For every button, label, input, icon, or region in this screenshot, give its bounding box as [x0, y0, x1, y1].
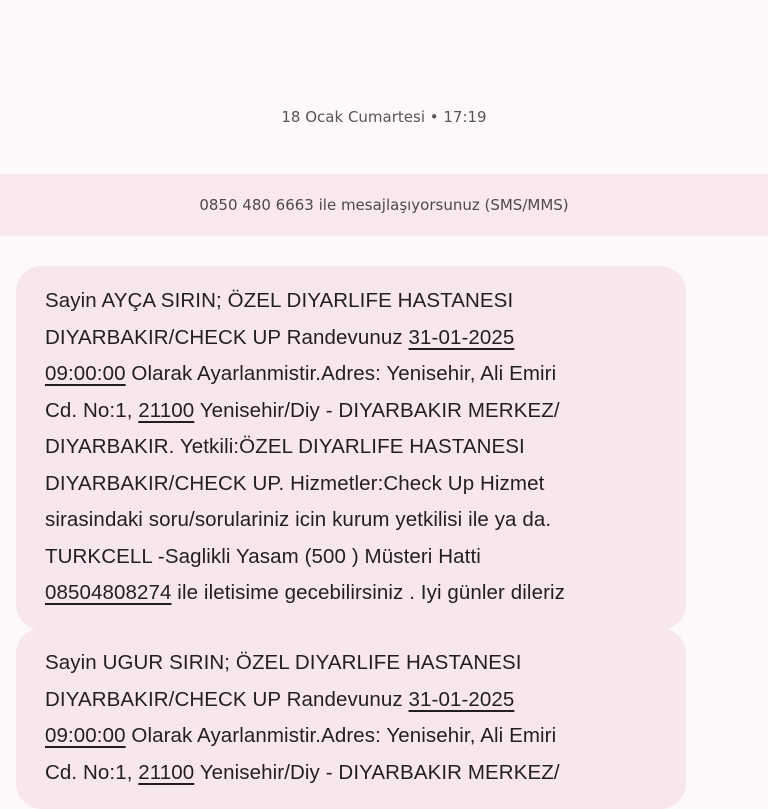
message-line: TURKCELL -Saglikli Yasam (500 ) Müsteri Hatti: [45, 544, 481, 568]
message-line: [45, 755, 664, 792]
message-line: Sayin UGUR SIRIN; ÖZEL DIYARLIFE HASTANESI: [45, 651, 522, 674]
conversation-info-banner: [0, 174, 768, 236]
message-text: Yenisehir/Diy - DIYARBAKIR MERKEZ/: [194, 398, 560, 422]
postal-code-link[interactable]: 21100: [138, 760, 195, 784]
conversation-info-text: 0850 480 6663 ile mesajlaşıyorsunuz (SMS/MMS): [199, 196, 569, 214]
message-text: Olarak Ayarlanmistir.Adres: Yenisehir, Ali Emiri: [125, 724, 557, 747]
date-link[interactable]: 31-01-2025: [408, 325, 515, 349]
message-line: [45, 320, 664, 357]
message-text: DIYARBAKIR/CHECK UP Randevunuz: [45, 325, 409, 349]
message-line: [45, 718, 664, 755]
message-text: Olarak Ayarlanmistir.Adres: Yenisehir, Ali Emiri: [125, 362, 557, 385]
message-line: [45, 393, 664, 430]
message-line: Sayin AYÇA SIRIN; ÖZEL DIYARLIFE HASTANESI: [45, 289, 514, 312]
time-link[interactable]: 09:00:00: [45, 724, 126, 747]
message-line: [45, 575, 664, 612]
message-bubble[interactable]: [16, 266, 686, 630]
message-text: ile iletisime gecebilirsiniz . Iyi günler dileriz: [171, 581, 566, 604]
message-text: Cd. No:1,: [45, 398, 139, 422]
message-line: DIYARBAKIR. Yetkili:ÖZEL DIYARLIFE HASTANESI: [45, 435, 525, 458]
message-text: DIYARBAKIR/CHECK UP Randevunuz: [45, 687, 409, 711]
date-link[interactable]: 31-01-2025: [408, 687, 515, 711]
message-line: DIYARBAKIR/CHECK UP. Hizmetler:Check Up Hizmet: [45, 471, 545, 495]
message-text: Cd. No:1,: [45, 760, 139, 784]
message-line: sirasindaki soru/sorulariniz icin kurum yetkilisi ile ya da.: [45, 508, 552, 531]
message-line: [45, 356, 664, 393]
phone-number-link[interactable]: 08504808274: [45, 581, 172, 604]
time-link[interactable]: 09:00:00: [45, 362, 126, 385]
postal-code-link[interactable]: 21100: [138, 398, 195, 422]
message-timestamp: 18 Ocak Cumartesi • 17:19: [281, 108, 487, 126]
message-bubble[interactable]: [16, 628, 686, 809]
message-text: Yenisehir/Diy - DIYARBAKIR MERKEZ/: [194, 760, 560, 784]
message-line: [45, 682, 664, 719]
